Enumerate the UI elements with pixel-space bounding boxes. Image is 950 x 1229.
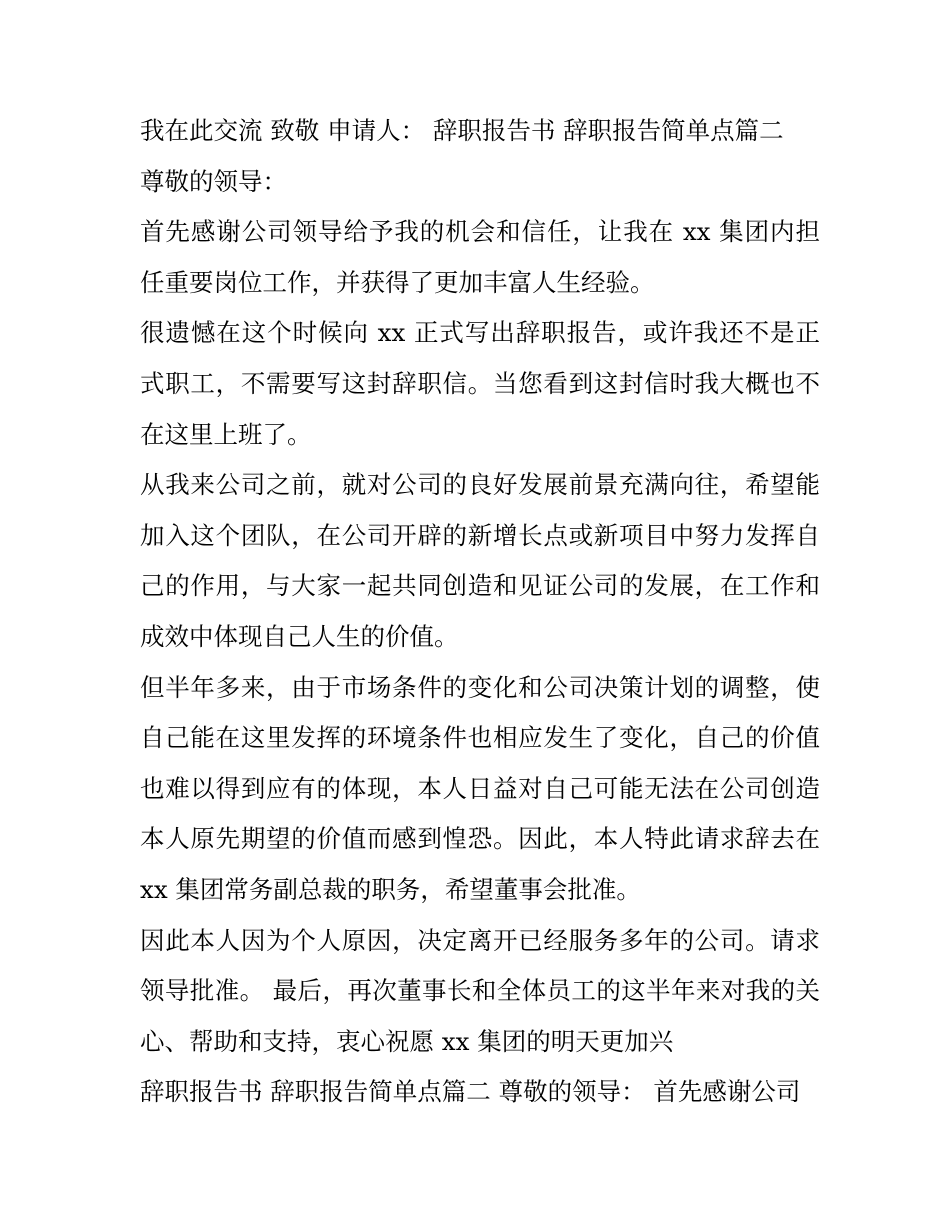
paragraph-2: 尊敬的领导：	[140, 166, 287, 196]
paragraph-6: 但半年多来，由于市场条件的变化和公司决策计划的调整，使自己能在这里发挥的环境条件也相应发生了变化，自己的价值也难以得到应有的体现，本人日益对自己可能无法在公司创造本人原先期望的价值而感到惶恐。因此，本人特此请求辞去在 xx 集团常务副总裁的职务，希望董事会批准。	[140, 672, 820, 904]
paragraph-1: 我在此交流 致敬 申请人： 辞职报告书 辞职报告简单点篇二	[140, 116, 784, 145]
paragraph-5: 从我来公司之前，就对公司的良好发展前景充满向往，希望能加入这个团队，在公司开辟的新增长点或新项目中努力发挥自己的作用，与大家一起共同创造和见证公司的发展，在工作和成效中体现自己人生的价值。	[140, 470, 820, 651]
paragraph-8: 辞职报告书 辞职报告简单点篇二 尊敬的领导： 首先感谢公司	[140, 1077, 801, 1107]
paragraph-7: 因此本人因为个人原因，决定离开已经服务多年的公司。请求领导批准。 最后，再次董事长和全体员工的这半年来对我的关心、帮助和支持，衷心祝愿 xx 集团的明天更加兴	[140, 925, 820, 1056]
paragraph-3: 首先感谢公司领导给予我的机会和信任，让我在 xx 集团内担任重要岗位工作，并获得了更加丰富人生经验。	[140, 217, 820, 297]
paragraph-4: 很遗憾在这个时候向 xx 正式写出辞职报告，或许我还不是正式职工，不需要写这封辞职信。当您看到这封信时我大概也不在这里上班了。	[140, 318, 820, 449]
document-body	[140, 106, 820, 1118]
